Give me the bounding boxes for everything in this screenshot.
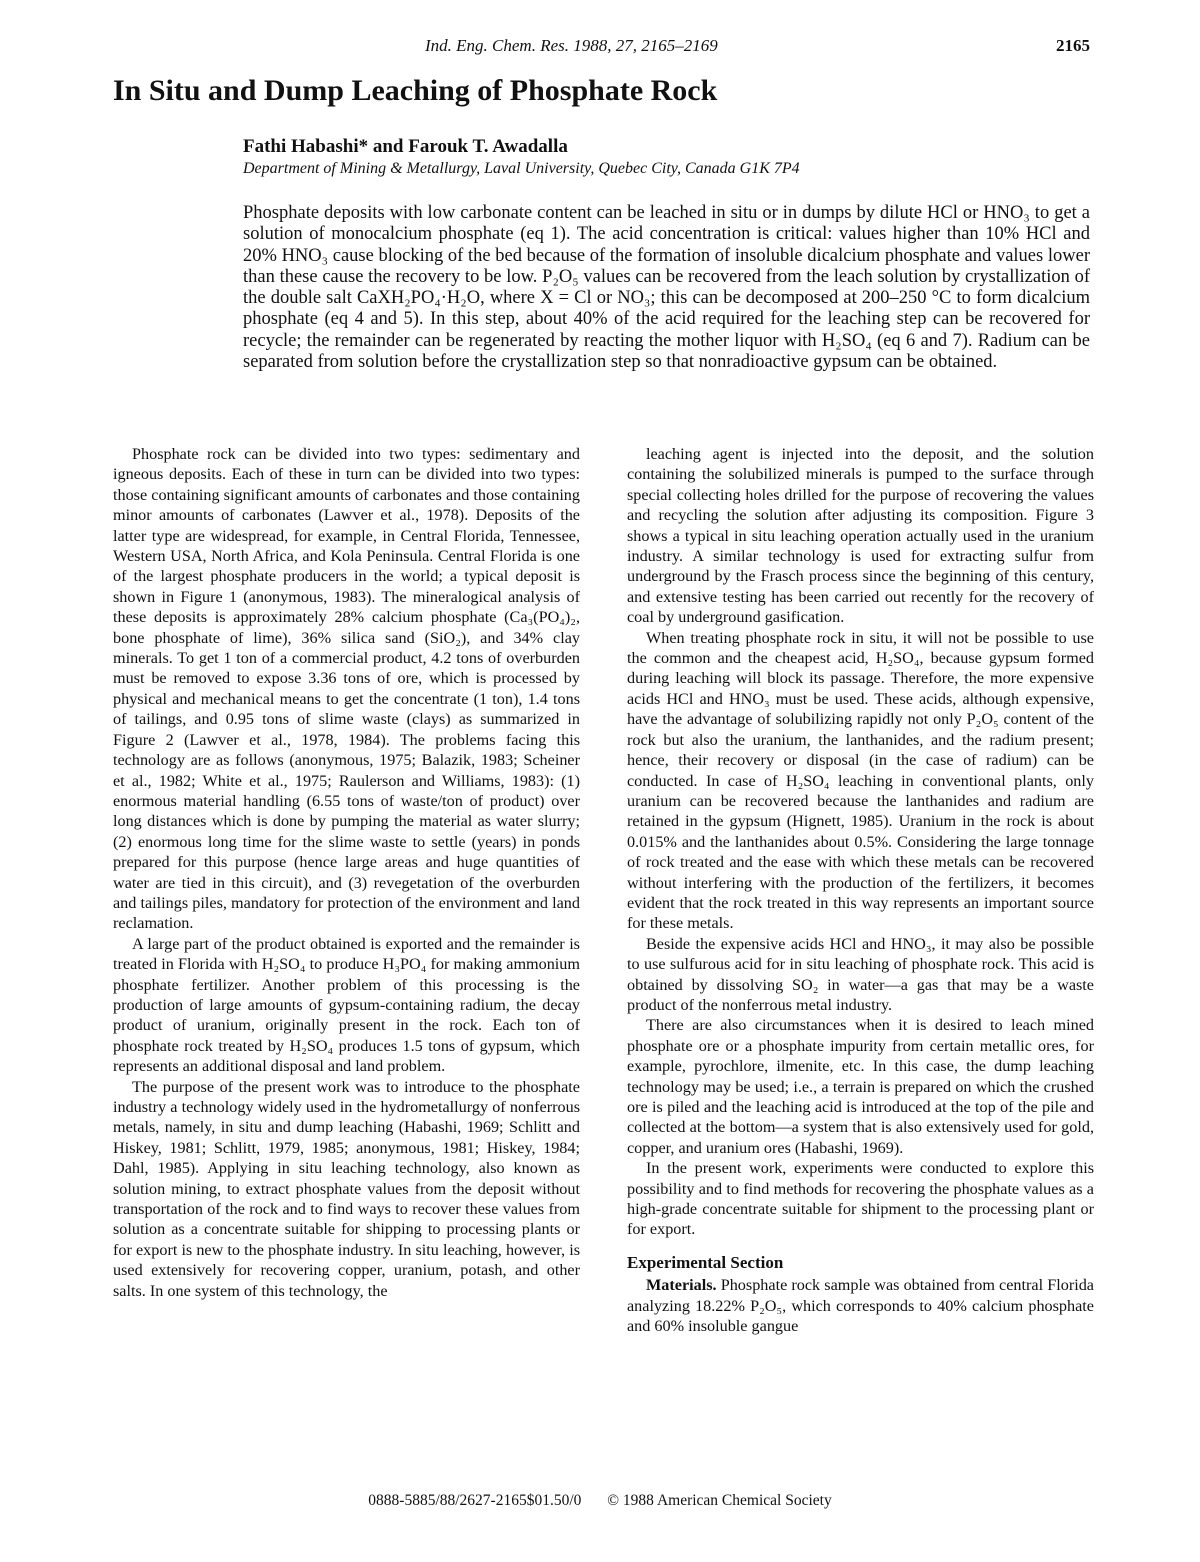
page-number: 2165 — [1056, 36, 1090, 55]
article-title: In Situ and Dump Leaching of Phosphate Rock — [113, 74, 718, 107]
section-heading: Experimental Section — [627, 1252, 784, 1272]
footer-code: 0888-5885/88/2627-2165$01.50/0 — [368, 1492, 582, 1509]
materials-paragraph — [627, 1275, 1094, 1336]
paragraph: A large part of the product obtained is exported and the remainder is treated in Florida with H₂SO₄ to produce H₃PO₄ for making ammonium phosphate fertilizer. Another problem of this processing is the production of large amounts of gypsum-containing radium, the decay product of uranium, originally present in the rock. Each ton of phosphate rock treated by H₂SO₄ produces 1.5 tons of gypsum, which represents an additional disposal and land problem. — [113, 934, 580, 1076]
paragraph: There are also circumstances when it is desired to leach mined phosphate ore or a phosphate impurity from certain metallic ores, for example, pyrochlore, ilmenite, etc. In this case, the dump leaching technology may be used; i.e., a terrain is prepared on which the crushed ore is piled and the leaching acid is introduced at the top of the pile and collected at the bottom—a system that is also extensively used for gold, copper, and uranium ores (Habashi, 1969). — [627, 1016, 1094, 1157]
authors: Fathi Habashi* and Farouk T. Awadalla — [243, 136, 568, 157]
footer-copyright: © 1988 American Chemical Society — [607, 1492, 832, 1509]
paragraph: When treating phosphate rock in situ, it will not be possible to use the common and the cheapest acid, H₂SO₄, because gypsum formed during leaching will block its passage. Therefore, the more expensive acids HCl and HNO₃ must be used. These acids, although expensive, have the advantage of solubilizing rapidly not only P₂O₅ content of the rock but also the uranium, the lanthanides, and the radium present; hence, their recovery or disposal (in the case of radium) can be conducted. In case of H₂SO₄ leaching in conventional plants, only uranium can be recovered because the lanthanides and radium are retained in the gypsum (Hignett, 1985). Uranium in the rock is about 0.015% and the lanthanides about 0.5%. Considering the large tonnage of rock treated and the ease with which these metals can be recovered without interfering with the production of the fertilizers, it becomes evident that the rock treated in this way represents an important source for these metals. — [627, 628, 1094, 933]
paragraph: The purpose of the present work was to introduce to the phosphate industry a technology widely used in the hydrometallurgy of nonferrous metals, namely, in situ and dump leaching (Habashi, 1969; Schlitt and Hiskey, 1981; Schlitt, 1979, 1985; anonymous, 1981; Hiskey, 1984; Dahl, 1985). Applying in situ leaching technology, also known as solution mining, to extract phosphate values from the deposit without transportation of the rock and to find ways to recover these values from solution as a concentrate suitable for shipping to processing plants or for export is new to the phosphate industry. In situ leaching, however, is used extensively for recovering copper, uranium, potash, and other salts. In one system of this technology, the — [113, 1077, 580, 1300]
footer — [0, 1492, 1200, 1510]
runin-heading: Materials. — [646, 1276, 717, 1295]
affiliation: Department of Mining & Metallurgy, Laval University, Quebec City, Canada G1K 7P4 — [243, 160, 800, 177]
paragraph: Phosphate rock can be divided into two types: sedimentary and igneous deposits. Each of these in turn can be divided into two types: those containing significant amounts of carbonates and those containing minor amounts of carbonates (Lawver et al., 1978). Deposits of the latter type are widespread, for example, in Central Florida, Tennessee, Western USA, North Africa, and Kola Peninsula. Central Florida is one of the largest phosphate producers in the world; a typical deposit is shown in Figure 1 (anonymous, 1983). The mineralogical analysis of these deposits is approximately 28% calcium phosphate (Ca₃(PO₄)₂, bone phosphate of lime), 36% silica sand (SiO₂), and 34% clay minerals. To get 1 ton of a commercial product, 4.2 tons of overburden must be removed to expose 3.36 tons of ore, which is processed by physical and mechanical means to get the concentrate (1 ton), 1.4 tons of tailings, and 0.95 tons of slime waste (clays) as summarized in Figure 2 (Lawver et al., 1978, 1984). The problems facing this technology are as follows (anonymous, 1975; Balazik, 1983; Scheiner et al., 1982; White et al., 1975; Raulerson and Williams, 1983): (1) enormous material handling (6.55 tons of waste/ton of product) over long distances which is done by pumping the material as water slurry; (2) enormous long time for the slime waste to settle (years) in ponds prepared for this purpose (hence large areas and huge quantities of water are tied in this circuit), and (3) revegetation of the overburden and tailings piles, mandatory for protection of the environment and land reclamation. — [113, 445, 580, 933]
abstract: Phosphate deposits with low carbonate content can be leached in situ or in dumps by dilute HCl or HNO₃ to get a solution of monocalcium phosphate (eq 1). The acid concentration is critical: values higher than 10% HCl and 20% HNO₃ cause blocking of the bed because of the formation of insoluble dicalcium phosphate and values lower than these cause the recovery to be low. P₂O₅ values can be recovered from the leach solution by crystallization of the double salt CaXH₂PO₄·H₂O, where X = Cl or NO₃; this can be decomposed at 200–250 °C to form dicalcium phosphate (eq 4 and 5). In this step, about 40% of the acid required for the leaching step can be recovered for recycle; the remainder can be regenerated by reacting the mother liquor with H₂SO₄ (eq 6 and 7). Radium can be separated from solution before the crystallization step so that nonradioactive gypsum can be obtained. — [243, 203, 1090, 373]
materials-text: Phosphate rock sample was obtained from central Florida analyzing 18.22% P₂O₅, which corresponds to 40% calcium phosphate and 60% insoluble gangue — [627, 1276, 1094, 1336]
journal-header: Ind. Eng. Chem. Res. 1988, 27, 2165–2169 — [425, 36, 718, 55]
paragraph: leaching agent is injected into the deposit, and the solution containing the solubilized minerals is pumped to the surface through special collecting holes drilled for the purpose of recovering the values and recycling the solution after adjusting its composition. Figure 3 shows a typical in situ leaching operation actually used in the uranium industry. A similar technology is used for extracting sulfur from underground by the Frasch process since the beginning of this century, and extensive testing has been carried out recently for the recovery of coal by underground gasification. — [627, 445, 1094, 627]
right-column — [627, 444, 1094, 1336]
paragraph: Beside the expensive acids HCl and HNO₃, it may also be possible to use sulfurous acid for in situ leaching of phosphate rock. This acid is obtained by dissolving SO₂ in water—a gas that may be a waste product of the nonferrous metal industry. — [627, 934, 1094, 1014]
paragraph: In the present work, experiments were conducted to explore this possibility and to find methods for recovering the phosphate values as a high-grade concentrate suitable for shipment to the processing plant or for export. — [627, 1159, 1094, 1239]
left-column — [113, 444, 580, 1301]
